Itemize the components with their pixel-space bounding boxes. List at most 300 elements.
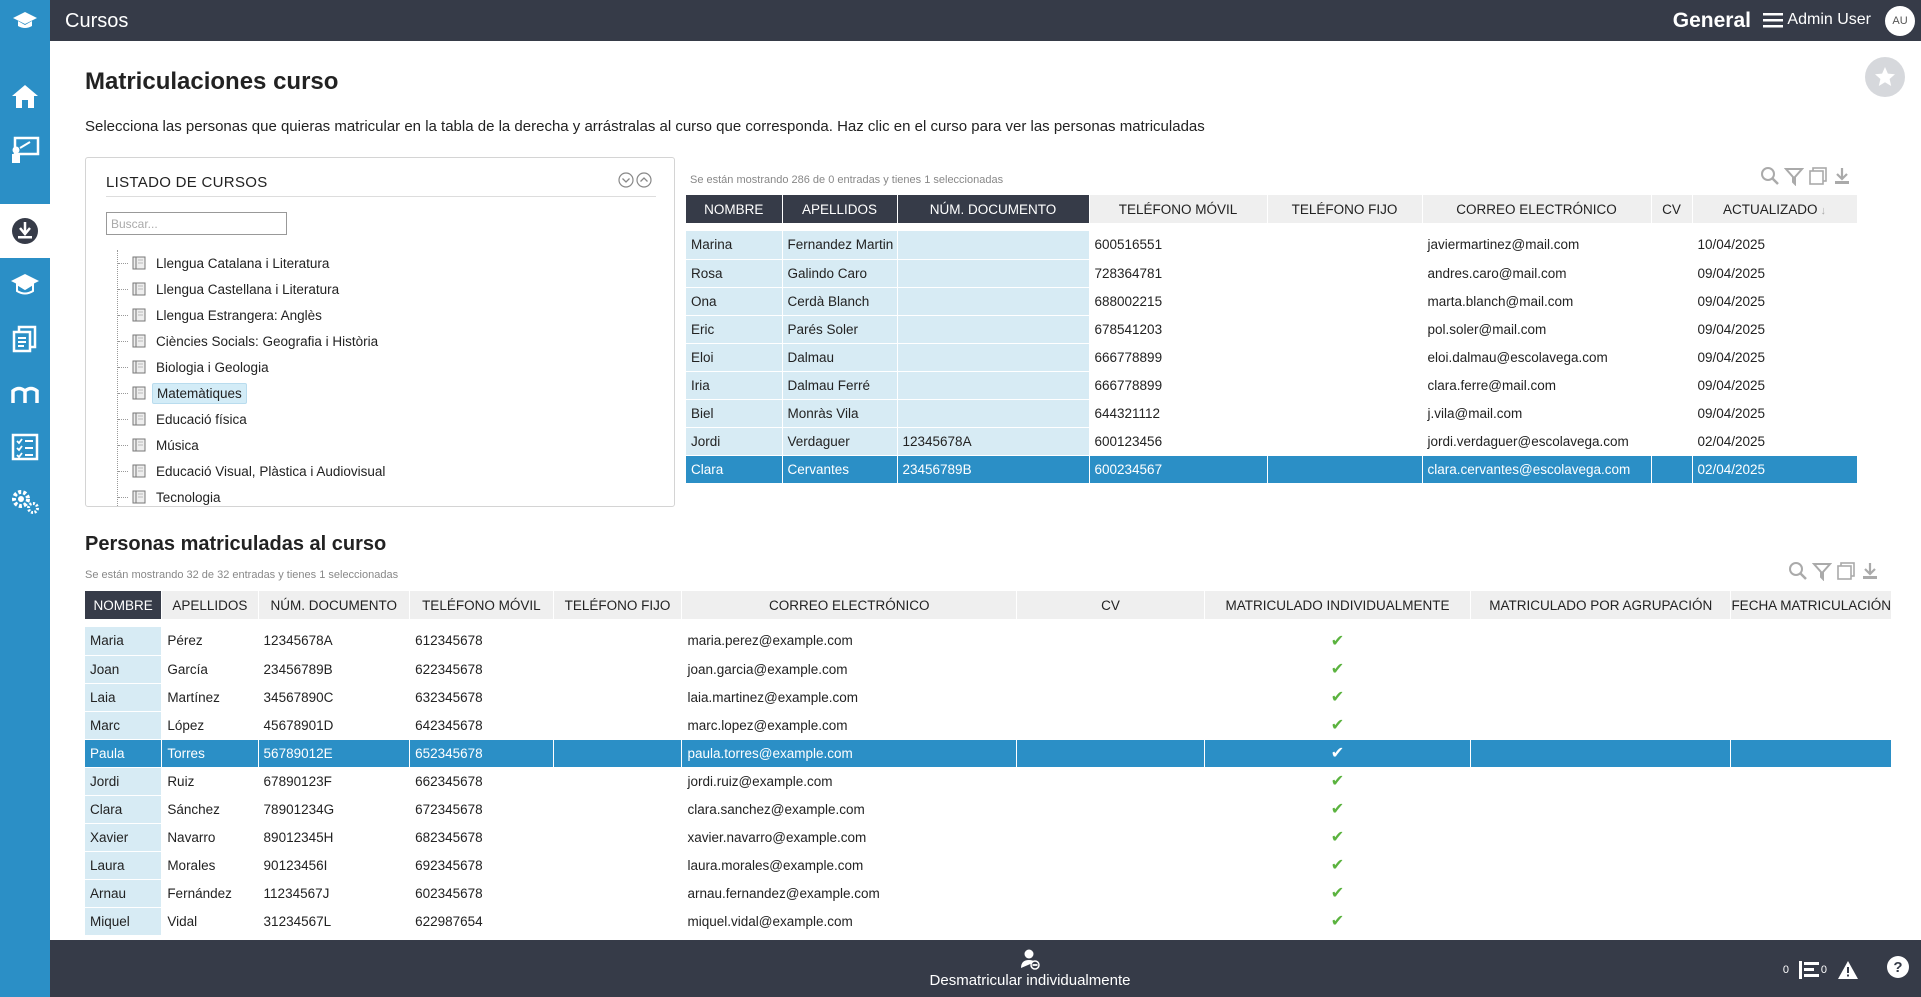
cell-nombre: Arnau (85, 879, 162, 907)
documents-icon (11, 325, 39, 353)
check-icon: ✔ (1204, 683, 1470, 711)
cell-actualizado: 09/04/2025 (1692, 259, 1857, 287)
cell-num-documento: 78901234G (258, 795, 410, 823)
cell-fecha-matriculacion (1731, 795, 1892, 823)
table-row[interactable] (686, 399, 1857, 427)
column-header-num-documento[interactable]: NÚM. DOCUMENTO (897, 195, 1089, 223)
table-row[interactable] (686, 287, 1857, 315)
column-header-matriculado-por-agrupacion[interactable]: MATRICULADO POR AGRUPACIÓN (1471, 591, 1731, 619)
book-icon (132, 256, 146, 270)
column-header-fecha-matriculacion[interactable]: FECHA MATRICULACIÓN (1731, 591, 1892, 619)
cell-fecha-matriculacion (1731, 851, 1892, 879)
cell-matriculado-por-agrupacion (1471, 627, 1731, 655)
hamburger-menu-icon[interactable] (1763, 11, 1783, 34)
cell-cv (1651, 259, 1692, 287)
warning-count: 0 (1820, 964, 1827, 976)
sidebar-item-checklist[interactable] (0, 420, 50, 474)
cell-cv (1017, 767, 1205, 795)
course-item[interactable] (114, 302, 654, 328)
cell-matriculado-por-agrupacion (1471, 879, 1731, 907)
checklist-icon (11, 433, 39, 461)
cell-cv (1017, 879, 1205, 907)
cell-telefono-fijo (553, 739, 682, 767)
cell-cv (1651, 427, 1692, 455)
cell-num-documento: 23456789B (897, 455, 1089, 483)
cell-num-documento: 23456789B (258, 655, 410, 683)
cell-correo-electronico: joan.garcia@example.com (682, 655, 1017, 683)
cell-cv (1017, 907, 1205, 935)
user-name[interactable]: Admin User (1787, 11, 1871, 28)
cell-correo-electronico: clara.cervantes@escolavega.com (1422, 455, 1651, 483)
cell-cv (1017, 823, 1205, 851)
cell-nombre: Marc (85, 711, 162, 739)
table-row[interactable] (686, 427, 1857, 455)
column-header-telefono-fijo[interactable]: TELÉFONO FIJO (553, 591, 682, 619)
course-item-label: Tecnologia (156, 489, 221, 505)
people-table-info: Se están mostrando 286 de 0 entradas y tienes 1 seleccionadas (690, 174, 1004, 186)
book-icon (132, 490, 146, 504)
course-item-label: Educació física (156, 411, 247, 427)
cell-num-documento: 11234567J (258, 879, 410, 907)
cell-matriculado-por-agrupacion (1471, 711, 1731, 739)
list-icon (1799, 960, 1821, 980)
check-icon: ✔ (1204, 711, 1470, 739)
people-table-scroll[interactable] (686, 195, 1861, 495)
sidebar-item-enrollments[interactable] (0, 204, 50, 258)
cell-num-documento: 56789012E (258, 739, 410, 767)
table-row[interactable] (686, 231, 1857, 259)
unenroll-individually-button[interactable] (880, 948, 1180, 989)
cell-nombre: Iria (686, 371, 782, 399)
cell-apellidos: Parés Soler (782, 315, 897, 343)
context-title[interactable]: General (1672, 9, 1751, 32)
course-item-label: Educació Visual, Plàstica i Audiovisual (156, 463, 386, 479)
course-item[interactable] (114, 250, 654, 276)
list-count: 0 (1782, 964, 1789, 976)
cell-correo-electronico: jordi.ruiz@example.com (682, 767, 1017, 795)
instructions-text: Selecciona las personas que quieras matricular en la tabla de la derecha y arrástralas al curso que corresponda. Haz clic en el curso para ver las personas matriculadas (85, 118, 1205, 135)
course-item[interactable] (114, 276, 654, 302)
cell-actualizado: 09/04/2025 (1692, 315, 1857, 343)
cell-telefono-fijo (553, 795, 682, 823)
table-row[interactable] (85, 711, 1892, 739)
cell-correo-electronico: clara.sanchez@example.com (682, 795, 1017, 823)
enrolled-section-title: Personas matriculadas al curso (85, 533, 387, 555)
cell-telefono-fijo (553, 823, 682, 851)
table-row[interactable] (686, 315, 1857, 343)
cell-telefono-movil: 672345678 (410, 795, 554, 823)
filter-icon[interactable] (1812, 561, 1832, 581)
cell-telefono-movil: 600234567 (1089, 455, 1267, 483)
check-icon: ✔ (1204, 795, 1470, 823)
cell-fecha-matriculacion (1731, 683, 1892, 711)
table-row[interactable] (686, 455, 1857, 483)
cell-telefono-movil: 688002215 (1089, 287, 1267, 315)
cell-telefono-fijo (553, 711, 682, 739)
cell-actualizado: 09/04/2025 (1692, 399, 1857, 427)
table-row[interactable] (85, 627, 1892, 655)
cell-num-documento: 12345678A (897, 427, 1089, 455)
cell-num-documento: 67890123F (258, 767, 410, 795)
cell-matriculado-por-agrupacion (1471, 655, 1731, 683)
favorite-button[interactable] (1865, 57, 1905, 97)
cell-telefono-movil: 682345678 (410, 823, 554, 851)
cell-correo-electronico: paula.torres@example.com (682, 739, 1017, 767)
course-item[interactable] (114, 458, 654, 484)
cell-num-documento: 90123456I (258, 851, 410, 879)
course-item[interactable] (114, 484, 654, 507)
cell-fecha-matriculacion (1731, 767, 1892, 795)
cell-apellidos: Cervantes (782, 455, 897, 483)
cell-telefono-fijo (1267, 343, 1422, 371)
book-icon (132, 464, 146, 478)
cell-fecha-matriculacion (1731, 739, 1892, 767)
cell-cv (1017, 655, 1205, 683)
collapse-all-icon[interactable] (618, 172, 634, 188)
sidebar-item-moodle[interactable] (0, 366, 50, 420)
cell-nombre: Rosa (686, 259, 782, 287)
search-icon[interactable] (1788, 561, 1808, 581)
cell-correo-electronico: maria.perez@example.com (682, 627, 1017, 655)
course-item-label: Matemàtiques (152, 383, 247, 404)
cell-telefono-movil: 622345678 (410, 655, 554, 683)
enrolled-table (85, 591, 1892, 936)
download-icon (10, 216, 40, 246)
remove-user-icon (1019, 948, 1041, 970)
unenroll-label: Desmatricular individualmente (929, 972, 1131, 989)
column-header-correo-electronico[interactable]: CORREO ELECTRÓNICO (1422, 195, 1651, 223)
bottom-action-bar (50, 940, 1921, 997)
cell-telefono-fijo (1267, 371, 1422, 399)
book-icon (132, 412, 146, 426)
settings-icon (9, 487, 41, 515)
export-icon[interactable] (1860, 561, 1880, 581)
cell-num-documento (897, 343, 1089, 371)
cell-num-documento: 12345678A (258, 627, 410, 655)
cell-correo-electronico: andres.caro@mail.com (1422, 259, 1651, 287)
course-item[interactable] (114, 432, 654, 458)
cell-actualizado: 10/04/2025 (1692, 231, 1857, 259)
cell-num-documento: 45678901D (258, 711, 410, 739)
cell-telefono-movil: 612345678 (410, 627, 554, 655)
cell-cv (1651, 343, 1692, 371)
cell-telefono-fijo (1267, 259, 1422, 287)
sidebar-item-documents[interactable] (0, 312, 50, 366)
column-header-apellidos[interactable]: APELLIDOS (782, 195, 897, 223)
people-table-tools (1760, 166, 1852, 186)
page-title: Matriculaciones curso (85, 68, 339, 95)
table-row[interactable] (686, 371, 1857, 399)
cell-cv (1017, 739, 1205, 767)
cell-matriculado-por-agrupacion (1471, 795, 1731, 823)
filter-icon[interactable] (1784, 166, 1804, 186)
book-icon (132, 438, 146, 452)
cell-telefono-fijo (1267, 399, 1422, 427)
check-icon: ✔ (1204, 879, 1470, 907)
table-row[interactable] (85, 907, 1892, 935)
cell-correo-electronico: j.vila@mail.com (1422, 399, 1651, 427)
warning-counter[interactable] (1821, 960, 1859, 980)
cell-cv (1017, 683, 1205, 711)
cell-nombre: Jordi (686, 427, 782, 455)
cell-telefono-fijo (1267, 455, 1422, 483)
check-icon: ✔ (1204, 907, 1470, 935)
cell-apellidos: García (162, 655, 258, 683)
cell-telefono-movil: 666778899 (1089, 343, 1267, 371)
table-row[interactable] (85, 655, 1892, 683)
cell-cv (1651, 371, 1692, 399)
presentation-icon (10, 136, 40, 164)
cell-nombre: Miquel (85, 907, 162, 935)
cell-apellidos: Ruiz (162, 767, 258, 795)
book-icon (132, 386, 146, 400)
help-button[interactable]: ? (1887, 956, 1909, 978)
column-header-cv[interactable]: CV (1017, 591, 1205, 619)
cell-correo-electronico: jordi.verdaguer@escolavega.com (1422, 427, 1651, 455)
cell-nombre: Maria (85, 627, 162, 655)
table-row[interactable] (686, 259, 1857, 287)
table-row[interactable] (85, 795, 1892, 823)
cell-apellidos: Martínez (162, 683, 258, 711)
cell-telefono-movil: 666778899 (1089, 371, 1267, 399)
cell-matriculado-por-agrupacion (1471, 739, 1731, 767)
cell-actualizado: 09/04/2025 (1692, 287, 1857, 315)
table-row[interactable] (686, 343, 1857, 371)
top-bar (0, 0, 1921, 41)
course-item-label: Ciències Socials: Geografia i Història (156, 333, 379, 349)
book-icon (132, 308, 146, 322)
cell-apellidos: Vidal (162, 907, 258, 935)
cell-telefono-movil: 602345678 (410, 879, 554, 907)
cell-telefono-movil: 642345678 (410, 711, 554, 739)
cell-nombre: Ona (686, 287, 782, 315)
cell-correo-electronico: marc.lopez@example.com (682, 711, 1017, 739)
columns-icon[interactable] (1808, 166, 1828, 186)
cell-correo-electronico: laia.martinez@example.com (682, 683, 1017, 711)
column-header-correo-electronico[interactable]: CORREO ELECTRÓNICO (682, 591, 1017, 619)
cell-actualizado: 09/04/2025 (1692, 343, 1857, 371)
cell-cv (1651, 287, 1692, 315)
cell-apellidos: Galindo Caro (782, 259, 897, 287)
column-header-num-documento[interactable]: NÚM. DOCUMENTO (258, 591, 410, 619)
table-row[interactable] (85, 767, 1892, 795)
cell-fecha-matriculacion (1731, 907, 1892, 935)
app-logo[interactable] (0, 0, 50, 41)
column-header-nombre[interactable]: NOMBRE (686, 195, 782, 223)
cell-matriculado-por-agrupacion (1471, 767, 1731, 795)
cell-telefono-movil: 678541203 (1089, 315, 1267, 343)
cell-telefono-movil: 652345678 (410, 739, 554, 767)
course-list-title: LISTADO DE CURSOS (106, 174, 268, 191)
sidebar (0, 41, 50, 997)
cell-nombre: Eric (686, 315, 782, 343)
cell-apellidos: Navarro (162, 823, 258, 851)
tree-controls (618, 172, 652, 188)
cell-nombre: Xavier (85, 823, 162, 851)
cell-telefono-fijo (1267, 427, 1422, 455)
expand-all-icon[interactable] (636, 172, 652, 188)
book-icon (132, 282, 146, 296)
cell-telefono-fijo (553, 851, 682, 879)
cell-apellidos: Fernandez Martin (782, 231, 897, 259)
cell-matriculado-por-agrupacion (1471, 907, 1731, 935)
cell-apellidos: Sánchez (162, 795, 258, 823)
export-icon[interactable] (1832, 166, 1852, 186)
course-item-label: Música (156, 437, 199, 453)
cell-nombre: Joan (85, 655, 162, 683)
enrolled-table-scroll[interactable] (85, 591, 1892, 939)
cell-cv (1017, 795, 1205, 823)
cell-telefono-movil: 600516551 (1089, 231, 1267, 259)
sidebar-item-courses[interactable] (0, 258, 50, 312)
course-item-label: Llengua Catalana i Literatura (156, 255, 330, 271)
enrolled-table-info: Se están mostrando 32 de 32 entradas y tienes 1 seleccionadas (85, 569, 399, 581)
course-search-input[interactable] (106, 212, 287, 235)
cell-telefono-movil: 600123456 (1089, 427, 1267, 455)
cell-actualizado: 09/04/2025 (1692, 371, 1857, 399)
check-icon: ✔ (1204, 823, 1470, 851)
cell-telefono-fijo (553, 907, 682, 935)
cell-telefono-fijo (553, 683, 682, 711)
cell-num-documento (897, 259, 1089, 287)
home-icon (11, 83, 39, 109)
avatar[interactable]: AU (1885, 6, 1915, 36)
cell-cv (1017, 627, 1205, 655)
cell-cv (1651, 399, 1692, 427)
cell-nombre: Jordi (85, 767, 162, 795)
cell-nombre: Clara (85, 795, 162, 823)
cell-apellidos: Morales (162, 851, 258, 879)
cell-nombre: Laia (85, 683, 162, 711)
cell-apellidos: Monràs Vila (782, 399, 897, 427)
list-counter[interactable] (1783, 960, 1821, 980)
cell-num-documento (897, 371, 1089, 399)
sort-desc-icon[interactable]: ↓ (1820, 204, 1826, 217)
cell-apellidos: Dalmau Ferré (782, 371, 897, 399)
course-item[interactable] (114, 354, 654, 380)
course-list-panel (85, 157, 675, 507)
enrolled-table-tools (1788, 561, 1880, 581)
course-item-label: Llengua Castellana i Literatura (156, 281, 340, 297)
column-header-nombre[interactable]: NOMBRE (85, 591, 162, 619)
cell-apellidos: Dalmau (782, 343, 897, 371)
cell-num-documento: 34567890C (258, 683, 410, 711)
table-row[interactable] (85, 823, 1892, 851)
cell-actualizado: 02/04/2025 (1692, 427, 1857, 455)
cell-telefono-fijo (1267, 287, 1422, 315)
cell-apellidos: Verdaguer (782, 427, 897, 455)
cell-apellidos: Cerdà Blanch (782, 287, 897, 315)
column-header-matriculado-individualmente[interactable]: MATRICULADO INDIVIDUALMENTE (1204, 591, 1470, 619)
table-row[interactable] (85, 739, 1892, 767)
course-item[interactable] (114, 328, 654, 354)
course-item-label: Biologia i Geologia (156, 359, 269, 375)
cell-telefono-fijo (553, 879, 682, 907)
cell-nombre: Clara (686, 455, 782, 483)
cell-nombre: Eloi (686, 343, 782, 371)
cell-cv (1651, 231, 1692, 259)
cell-correo-electronico: marta.blanch@mail.com (1422, 287, 1651, 315)
cell-correo-electronico: miquel.vidal@example.com (682, 907, 1017, 935)
column-header-telefono-movil[interactable]: TELÉFONO MÓVIL (410, 591, 554, 619)
cell-telefono-fijo (553, 627, 682, 655)
check-icon: ✔ (1204, 655, 1470, 683)
search-icon[interactable] (1760, 166, 1780, 186)
cell-cv (1651, 315, 1692, 343)
cell-cv (1651, 455, 1692, 483)
graduation-cap-logo-icon (12, 10, 38, 32)
cell-apellidos: Pérez (162, 627, 258, 655)
cell-nombre: Paula (85, 739, 162, 767)
cell-telefono-movil: 644321112 (1089, 399, 1267, 427)
course-item[interactable] (114, 380, 654, 406)
cell-telefono-movil: 662345678 (410, 767, 554, 795)
cell-num-documento: 31234567L (258, 907, 410, 935)
cell-apellidos: Torres (162, 739, 258, 767)
cell-nombre: Biel (686, 399, 782, 427)
course-item[interactable] (114, 406, 654, 432)
cell-matriculado-por-agrupacion (1471, 823, 1731, 851)
columns-icon[interactable] (1836, 561, 1856, 581)
table-row[interactable] (85, 879, 1892, 907)
cell-nombre: Marina (686, 231, 782, 259)
cell-apellidos: Fernández (162, 879, 258, 907)
book-icon (132, 334, 146, 348)
app-title: Cursos (65, 10, 129, 32)
cell-telefono-fijo (553, 655, 682, 683)
course-item-label: Llengua Estrangera: Anglès (156, 307, 322, 323)
table-row[interactable] (85, 851, 1892, 879)
cell-matriculado-por-agrupacion (1471, 683, 1731, 711)
cell-telefono-movil: 622987654 (410, 907, 554, 935)
sidebar-item-settings[interactable] (0, 474, 50, 528)
cell-fecha-matriculacion (1731, 879, 1892, 907)
cell-telefono-movil: 728364781 (1089, 259, 1267, 287)
cell-num-documento (897, 287, 1089, 315)
check-icon: ✔ (1204, 627, 1470, 655)
cell-nombre: Laura (85, 851, 162, 879)
sidebar-item-presentation[interactable] (0, 123, 50, 177)
cell-actualizado: 02/04/2025 (1692, 455, 1857, 483)
cell-apellidos: López (162, 711, 258, 739)
column-header-telefono-fijo[interactable]: TELÉFONO FIJO (1267, 195, 1422, 223)
cell-correo-electronico: pol.soler@mail.com (1422, 315, 1651, 343)
cell-fecha-matriculacion (1731, 655, 1892, 683)
cell-correo-electronico: laura.morales@example.com (682, 851, 1017, 879)
cell-telefono-movil: 632345678 (410, 683, 554, 711)
graduation-cap-icon (10, 272, 40, 298)
star-icon (1873, 65, 1897, 89)
cell-correo-electronico: clara.ferre@mail.com (1422, 371, 1651, 399)
column-header-cv[interactable]: CV (1651, 195, 1692, 223)
cell-matriculado-por-agrupacion (1471, 851, 1731, 879)
cell-fecha-matriculacion (1731, 823, 1892, 851)
check-icon: ✔ (1204, 739, 1470, 767)
column-header-telefono-movil[interactable]: TELÉFONO MÓVIL (1089, 195, 1267, 223)
cell-correo-electronico: javiermartinez@mail.com (1422, 231, 1651, 259)
column-header-actualizado[interactable]: ACTUALIZADO ↓ (1692, 195, 1857, 223)
column-header-apellidos[interactable]: APELLIDOS (162, 591, 258, 619)
cell-cv (1017, 851, 1205, 879)
cell-num-documento: 89012345H (258, 823, 410, 851)
cell-num-documento (897, 231, 1089, 259)
check-icon: ✔ (1204, 767, 1470, 795)
cell-correo-electronico: arnau.fernandez@example.com (682, 879, 1017, 907)
moodle-icon (10, 381, 40, 405)
cell-telefono-fijo (1267, 231, 1422, 259)
table-row[interactable] (85, 683, 1892, 711)
sidebar-item-home[interactable] (0, 69, 50, 123)
